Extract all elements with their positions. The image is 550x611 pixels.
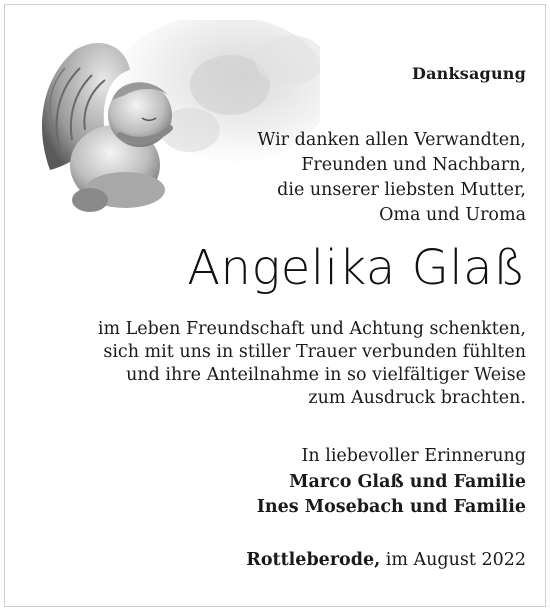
deceased-name: Angelika Glaß <box>187 240 526 296</box>
signature-block <box>257 444 526 521</box>
place-date <box>246 550 526 570</box>
thanks-text <box>98 318 526 410</box>
intro-line: Wir danken allen Verwandten, <box>257 130 526 150</box>
intro-line: die unserer liebsten Mutter, <box>277 180 526 200</box>
thanks-line: sich mit uns in stiller Trauer verbunden fühlten <box>103 342 526 362</box>
notice-heading: Danksagung <box>412 64 526 83</box>
date-text: im August 2022 <box>385 550 526 570</box>
place-name: Rottleberode, <box>246 550 381 570</box>
thanks-line: und ihre Anteilnahme in so vielfältiger Weise <box>126 365 526 385</box>
thanks-line: im Leben Freundschaft und Achtung schenkten, <box>97 319 526 339</box>
intro-line: Freunden und Nachbarn, <box>301 155 526 175</box>
intro-text <box>257 128 526 228</box>
signatory: Marco Glaß und Familie <box>289 471 526 492</box>
remembrance-text: In liebevoller Erinnerung <box>301 446 526 466</box>
thanks-line: zum Ausdruck brachten. <box>308 388 526 408</box>
intro-line: Oma und Uroma <box>379 205 526 225</box>
signatory: Ines Mosebach und Familie <box>256 497 526 517</box>
